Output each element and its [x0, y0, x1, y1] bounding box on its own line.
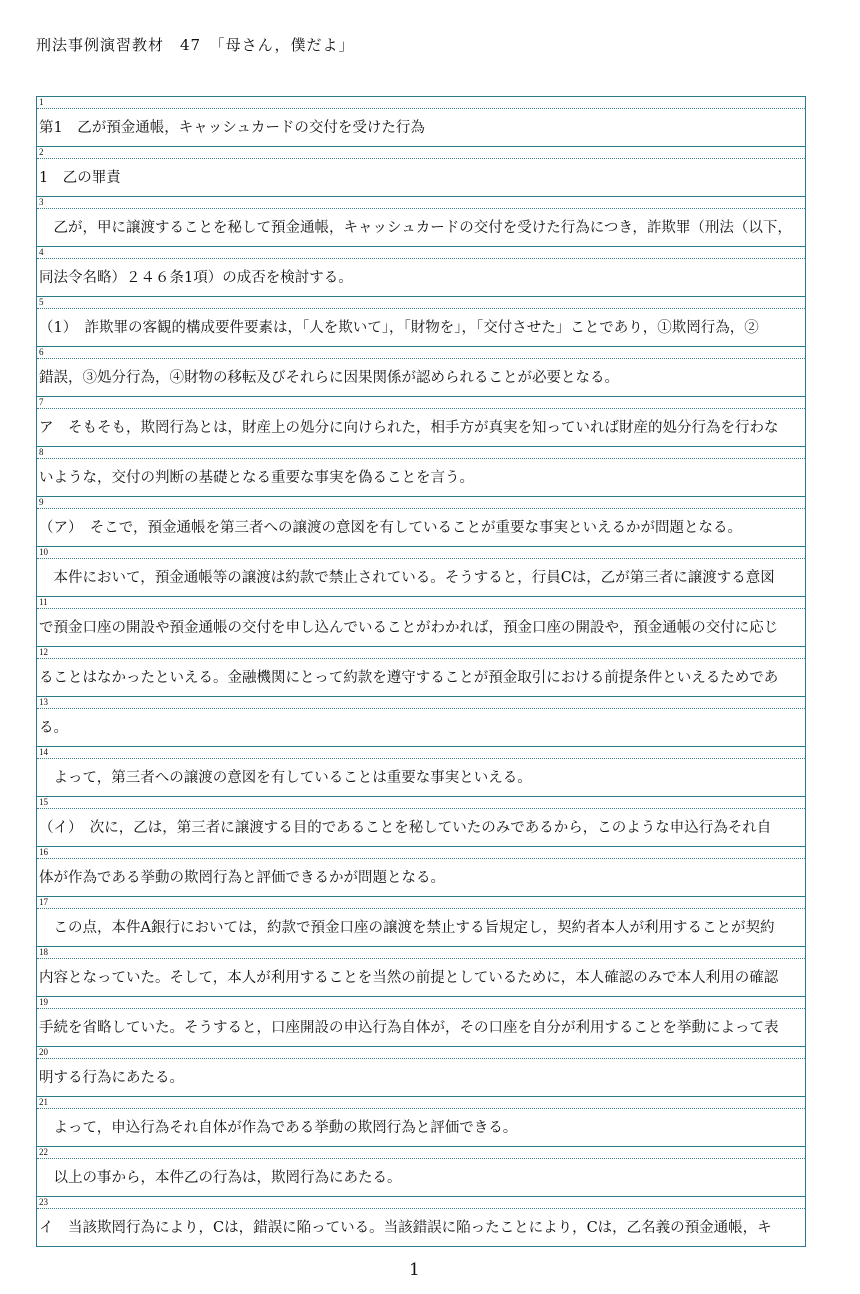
line-number: 5	[39, 297, 44, 307]
line-number: 15	[39, 797, 48, 807]
line-text: 第1 乙が預金通帳，キャッシュカードの交付を受けた行為	[39, 120, 425, 136]
line-text: ることはなかったといえる。金融機関にとって約款を遵守することが預金取引における前提条件といえるためであ	[39, 670, 779, 686]
line-number: 10	[39, 547, 48, 557]
line-text: 手続を省略していた。そうすると，口座開設の申込行為自体が，その口座を自分が利用することを挙動によって表	[39, 1020, 779, 1036]
document-title: 刑法事例演習教材 47 「母さん，僕だよ」	[36, 36, 355, 54]
sheet-line	[37, 997, 805, 1047]
line-number: 9	[39, 497, 44, 507]
sheet-line	[37, 447, 805, 497]
line-text: よって，申込行為それ自体が作為である挙動の欺罔行為と評価できる。	[39, 1120, 518, 1136]
line-number: 19	[39, 997, 48, 1007]
dotted-guide	[37, 708, 805, 709]
sheet-line	[37, 597, 805, 647]
sheet-line	[37, 147, 805, 197]
sheet-line	[37, 347, 805, 397]
line-text: （1） 詐欺罪の客観的構成要件要素は，「人を欺いて」，「財物を」，「交付させた」ことであり，①欺罔行為，②	[39, 320, 759, 336]
dotted-guide	[37, 258, 805, 259]
sheet-line	[37, 97, 805, 147]
line-number: 6	[39, 347, 44, 357]
sheet-line	[37, 497, 805, 547]
line-number: 13	[39, 697, 48, 707]
sheet-line	[37, 847, 805, 897]
dotted-guide	[37, 658, 805, 659]
sheet-line	[37, 247, 805, 297]
line-number: 18	[39, 947, 48, 957]
line-number: 7	[39, 397, 44, 407]
line-text: 1 乙の罪責	[39, 170, 121, 186]
line-text: で預金口座の開設や預金通帳の交付を申し込んでいることがわかれば，預金口座の開設や，預金通帳の交付に応じ	[39, 620, 779, 636]
line-text: 内容となっていた。そして，本人が利用することを当然の前提としているために，本人確認のみで本人利用の確認	[39, 970, 779, 986]
line-number: 2	[39, 147, 44, 157]
sheet-line	[37, 397, 805, 447]
line-text: イ 当該欺罔行為により，Cは，錯誤に陥っている。当該錯誤に陥ったことにより，Cは，乙名義の預金通帳，キ	[39, 1220, 772, 1236]
line-number: 1	[39, 97, 44, 107]
sheet-line	[37, 1197, 805, 1247]
line-text: 以上の事から，本件乙の行為は，欺罔行為にあたる。	[39, 1170, 402, 1186]
dotted-guide	[37, 858, 805, 859]
line-text: （イ） 次に，乙は，第三者に譲渡する目的であることを秘していたのみであるから，このような申込行為それ自	[39, 820, 772, 836]
dotted-guide	[37, 808, 805, 809]
sheet-line	[37, 1097, 805, 1147]
page-number: 1	[409, 1260, 420, 1280]
line-text: 明する行為にあたる。	[39, 1070, 184, 1086]
dotted-guide	[37, 1108, 805, 1109]
dotted-guide	[37, 1208, 805, 1209]
sheet-line	[37, 1147, 805, 1197]
sheet-line	[37, 297, 805, 347]
dotted-guide	[37, 458, 805, 459]
dotted-guide	[37, 958, 805, 959]
dotted-guide	[37, 308, 805, 309]
line-text: 錯誤，③処分行為，④財物の移転及びそれらに因果関係が認められることが必要となる。	[39, 370, 619, 386]
line-number: 4	[39, 247, 44, 257]
sheet-line	[37, 547, 805, 597]
line-text: いような，交付の判断の基礎となる重要な事実を偽ることを言う。	[39, 470, 474, 486]
dotted-guide	[37, 508, 805, 509]
line-text: （ア） そこで，預金通帳を第三者への譲渡の意図を有していることが重要な事実といえるかが問題となる。	[39, 520, 742, 536]
line-text: 同法令名略）２４６条1項）の成否を検討する。	[39, 270, 353, 286]
line-text: る。	[39, 720, 68, 736]
line-text: 乙が，甲に譲渡することを秘して預金通帳，キャッシュカードの交付を受けた行為につき，詐欺罪（刑法（以下，	[39, 220, 792, 236]
dotted-guide	[37, 158, 805, 159]
line-text: 体が作為である挙動の欺罔行為と評価できるかが問題となる。	[39, 870, 445, 886]
dotted-guide	[37, 608, 805, 609]
sheet-line	[37, 947, 805, 997]
dotted-guide	[37, 1158, 805, 1159]
answer-sheet	[36, 96, 806, 1247]
dotted-guide	[37, 1008, 805, 1009]
dotted-guide	[37, 208, 805, 209]
line-number: 22	[39, 1147, 48, 1157]
sheet-line	[37, 897, 805, 947]
dotted-guide	[37, 758, 805, 759]
sheet-line	[37, 1047, 805, 1097]
sheet-line	[37, 647, 805, 697]
line-number: 8	[39, 447, 44, 457]
line-text: 本件において，預金通帳等の譲渡は約款で禁止されている。そうすると，行員Cは，乙が第三者に譲渡する意図	[39, 570, 775, 586]
line-text: この点，本件A銀行においては，約款で預金口座の譲渡を禁止する旨規定し，契約者本人が利用することが契約	[39, 920, 775, 936]
line-number: 12	[39, 647, 48, 657]
dotted-guide	[37, 908, 805, 909]
dotted-guide	[37, 358, 805, 359]
line-number: 11	[39, 597, 48, 607]
dotted-guide	[37, 108, 805, 109]
line-text: ア そもそも，欺罔行為とは，財産上の処分に向けられた，相手方が真実を知っていれば財産的処分行為を行わな	[39, 420, 779, 436]
line-number: 3	[39, 197, 44, 207]
line-number: 23	[39, 1197, 48, 1207]
line-number: 20	[39, 1047, 48, 1057]
line-text: よって，第三者への譲渡の意図を有していることは重要な事実といえる。	[39, 770, 532, 786]
dotted-guide	[37, 408, 805, 409]
line-number: 21	[39, 1097, 48, 1107]
sheet-line	[37, 797, 805, 847]
line-number: 16	[39, 847, 48, 857]
line-number: 14	[39, 747, 48, 757]
line-number: 17	[39, 897, 48, 907]
dotted-guide	[37, 558, 805, 559]
dotted-guide	[37, 1058, 805, 1059]
sheet-line	[37, 747, 805, 797]
sheet-line	[37, 697, 805, 747]
sheet-line	[37, 197, 805, 247]
